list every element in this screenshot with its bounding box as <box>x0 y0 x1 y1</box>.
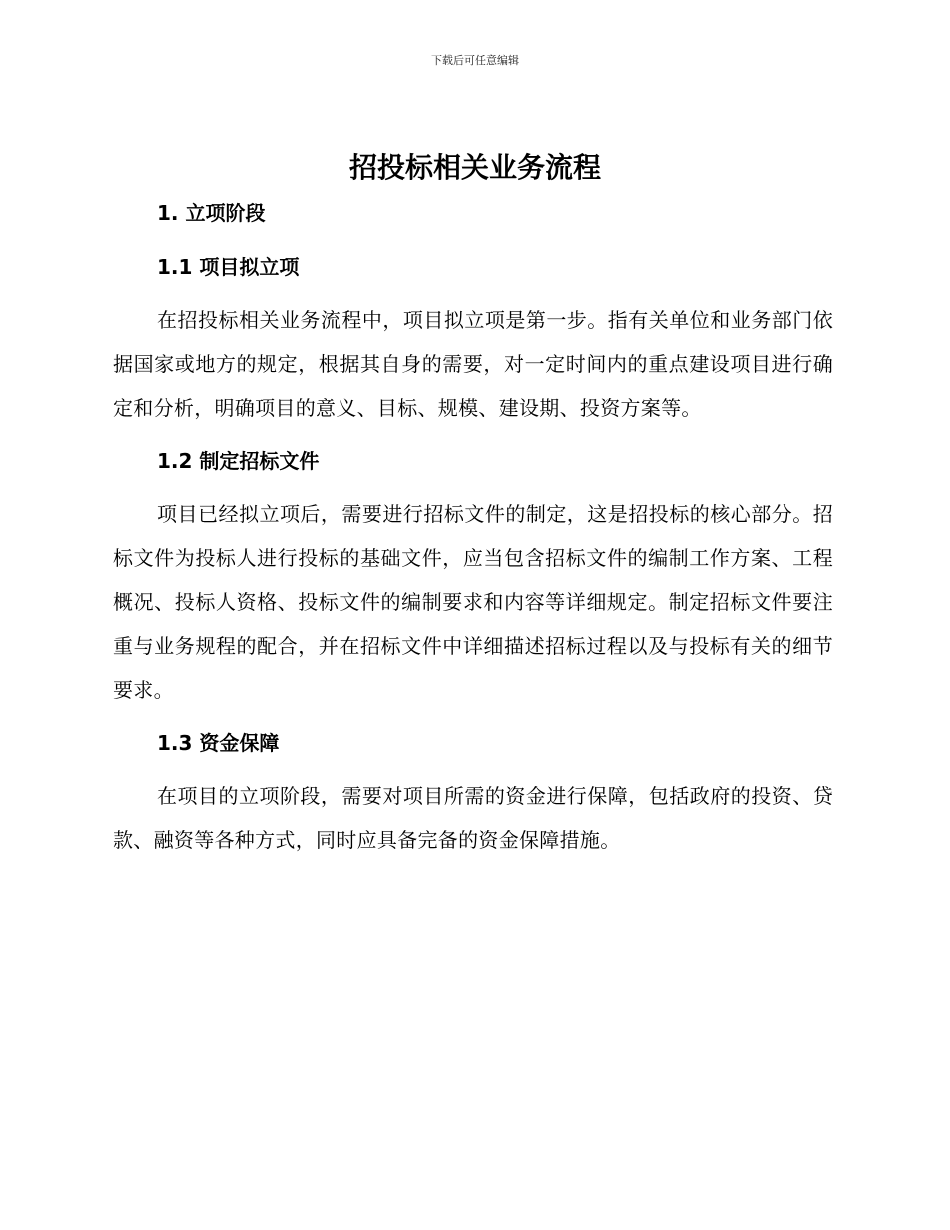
paragraph-1-1: 在招投标相关业务流程中，项目拟立项是第一步。指有关单位和业务部门依据国家或地方的规定，根据其自身的需要，对一定时间内的重点建设项目进行确定和分析，明确项目的意义、目标、规模、建设期、投资方案等。 <box>113 308 833 420</box>
paragraph-1-2: 项目已经拟立项后，需要进行招标文件的制定，这是招投标的核心部分。招标文件为投标人进行投标的基础文件，应当包含招标文件的编制工作方案、工程概况、投标人资格、投标文件的编制要求和内容等详细规定。制定招标文件要注重与业务规程的配合，并在招标文件中详细描述招标过程以及与投标有关的细节要求。 <box>113 502 833 702</box>
document-title: 招投标相关业务流程 <box>348 151 601 184</box>
paragraph-1-3: 在项目的立项阶段，需要对项目所需的资金进行保障，包括政府的投资、贷款、融资等各种方式，同时应具备完备的资金保障措施。 <box>113 784 833 852</box>
section-heading-1: 1. 立项阶段 <box>157 201 266 225</box>
section-heading-1-1: 1.1 项目拟立项 <box>157 255 300 279</box>
section-heading-1-2: 1.2 制定招标文件 <box>157 449 320 473</box>
document-body <box>113 194 833 874</box>
header-note: 下载后可任意编辑 <box>431 54 519 67</box>
section-heading-1-3: 1.3 资金保障 <box>157 731 280 755</box>
